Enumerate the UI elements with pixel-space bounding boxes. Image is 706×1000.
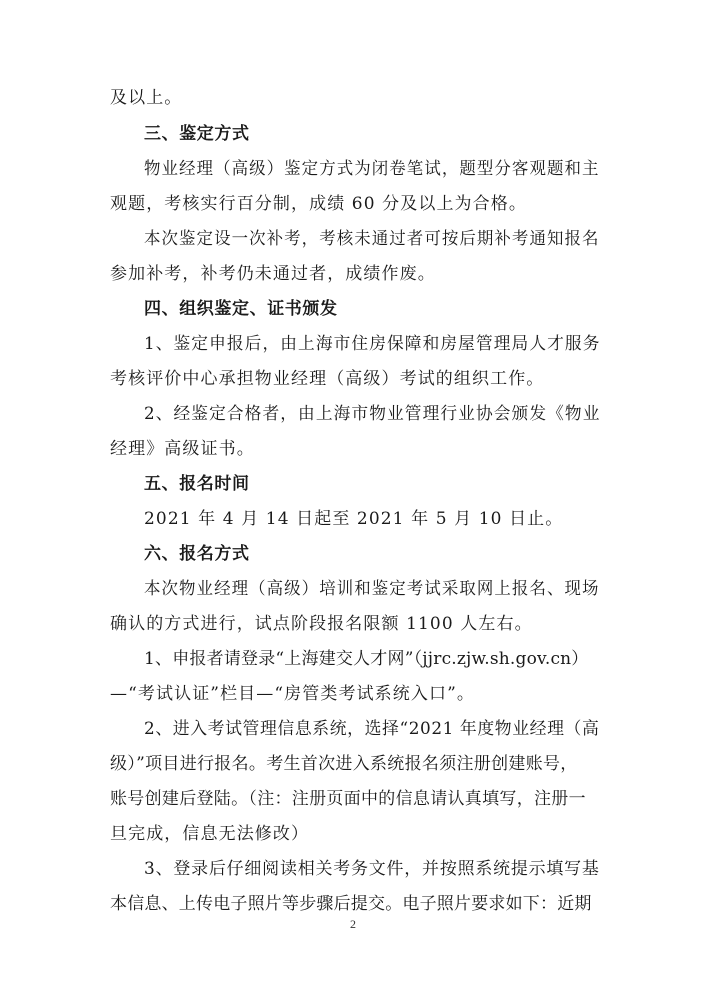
- page-number: 2: [350, 917, 356, 931]
- body-text-line: 级）”项目进行报名。考生首次进入系统报名须注册创建账号，: [110, 754, 578, 774]
- body-text-line: 确认的方式进行，试点阶段报名限额 1100 人左右。: [110, 614, 533, 634]
- body-text-line: 3、登录后仔细阅读相关考务文件，并按照系统提示填写基: [144, 859, 600, 879]
- section-heading-6: 六、报名方式: [144, 544, 250, 564]
- body-text-line: 观题，考核实行百分制，成绩 60 分及以上为合格。: [110, 194, 527, 214]
- body-text-line: 本信息、上传电子照片等步骤后提交。电子照片要求如下：近期: [110, 894, 592, 914]
- body-text-line: 物业经理（高级）鉴定方式为闭卷笔试，题型分客观题和主: [144, 159, 600, 179]
- body-text-line: 及以上。: [110, 88, 183, 108]
- body-text-line: 本次物业经理（高级）培训和鉴定考试采取网上报名、现场: [144, 579, 600, 599]
- body-text-line: 2、进入考试管理信息系统，选择“2021 年度物业经理（高: [144, 719, 600, 739]
- body-text-line: 1、鉴定申报后，由上海市住房保障和房屋管理局人才服务: [144, 334, 601, 354]
- body-text-line: —“考试认证”栏目—“房管类考试系统入口”。: [110, 684, 475, 704]
- body-text-line: 账号创建后登陆。（注：注册页面中的信息请认真填写，注册一: [110, 789, 586, 809]
- body-text-line: 1、申报者请登录“上海建交人才网”（jjrc.zjw.sh.gov.cn）: [144, 649, 589, 669]
- body-text-line: 考核评价中心承担物业经理（高级）考试的组织工作。: [110, 369, 545, 389]
- body-text-line: 2、经鉴定合格者，由上海市物业管理行业协会颁发《物业: [144, 404, 601, 424]
- section-heading-4: 四、组织鉴定、证书颁发: [144, 299, 338, 319]
- body-text-line: 2021 年 4 月 14 日起至 2021 年 5 月 10 日止。: [144, 509, 564, 529]
- body-text-line: 旦完成，信息无法修改）: [110, 824, 310, 844]
- body-text-line: 本次鉴定设一次补考，考核未通过者可按后期补考通知报名: [144, 229, 600, 249]
- body-text-line: 参加补考，补考仍未通过者，成绩作废。: [110, 264, 436, 284]
- section-heading-3: 三、鉴定方式: [144, 124, 250, 144]
- body-text-line: 经理》高级证书。: [110, 439, 255, 459]
- section-heading-5: 五、报名时间: [144, 474, 250, 494]
